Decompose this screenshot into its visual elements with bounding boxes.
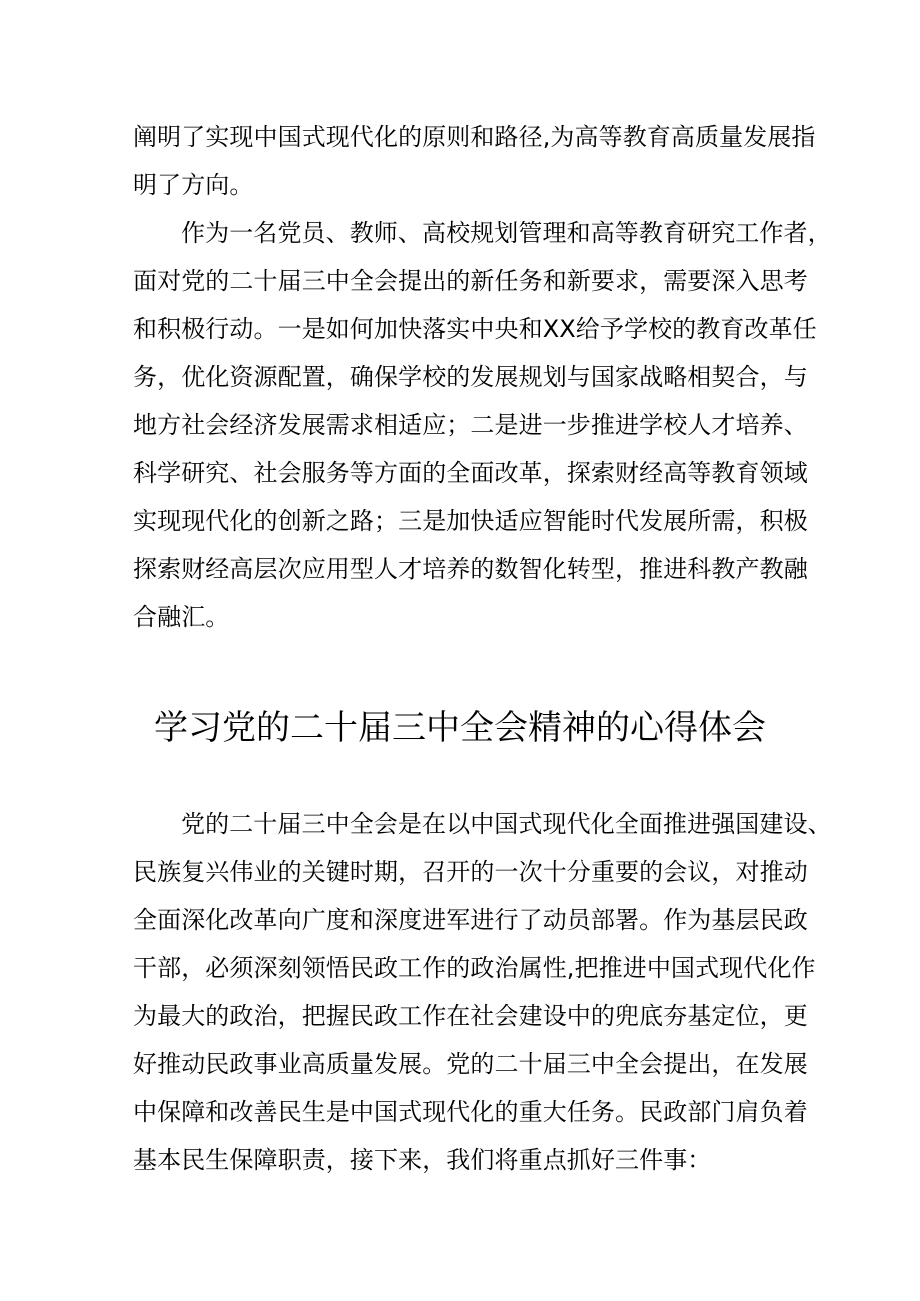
- text-line: 面对党的二十届三中全会提出的新任务和新要求，需要深入思考: [133, 267, 808, 295]
- text-line: 全面深化改革向广度和深度进军进行了动员部署。作为基层民政: [133, 906, 808, 934]
- text-line: 阐明了实现中国式现代化的原则和路径,为高等教育高质量发展指: [133, 123, 816, 151]
- text-line: 中保障和改善民生是中国式现代化的重大任务。民政部门肩负着: [133, 1098, 808, 1126]
- text-line: 探索财经高层次应用型人才培养的数智化转型，推进科教产教融: [133, 555, 808, 583]
- text-line: 地方社会经济发展需求相适应；二是进一步推进学校人才培养、: [133, 411, 808, 439]
- text-line: 务，优化资源配置，确保学校的发展规划与国家战略相契合，与: [133, 363, 808, 391]
- text-line: 基本民生保障职责，接下来，我们将重点抓好三件事：: [133, 1146, 712, 1174]
- text-line: 党的二十届三中全会是在以中国式现代化全面推进强国建设、: [181, 810, 832, 838]
- text-line: 干部，必须深刻领悟民政工作的政治属性,把推进中国式现代化作: [133, 954, 816, 982]
- text-line: 科学研究、社会服务等方面的全面改革，探索财经高等教育领域: [133, 459, 808, 487]
- text-line: 明了方向。: [133, 171, 254, 199]
- text-line: 实现现代化的创新之路；三是加快适应智能时代发展所需，积极: [133, 507, 808, 535]
- text-line: 为最大的政治，把握民政工作在社会建设中的兜底夯基定位，更: [133, 1002, 808, 1030]
- section-heading: 学习党的二十届三中全会精神的心得体会: [154, 708, 766, 748]
- paragraph-reflection: [133, 209, 832, 641]
- text-line: 合融汇。: [133, 603, 230, 631]
- text-line: 好推动民政事业高质量发展。党的二十届三中全会提出，在发展: [133, 1050, 808, 1078]
- paragraph-civil-affairs: [133, 800, 832, 1184]
- text-line: 民族复兴伟业的关键时期，召开的一次十分重要的会议，对推动: [133, 858, 808, 886]
- text-line: 和积极行动。一是如何加快落实中央和XX给予学校的教育改革任: [133, 315, 817, 343]
- paragraph-continuation: [133, 113, 816, 209]
- text-line: 作为一名党员、教师、高校规划管理和高等教育研究工作者，: [181, 219, 832, 247]
